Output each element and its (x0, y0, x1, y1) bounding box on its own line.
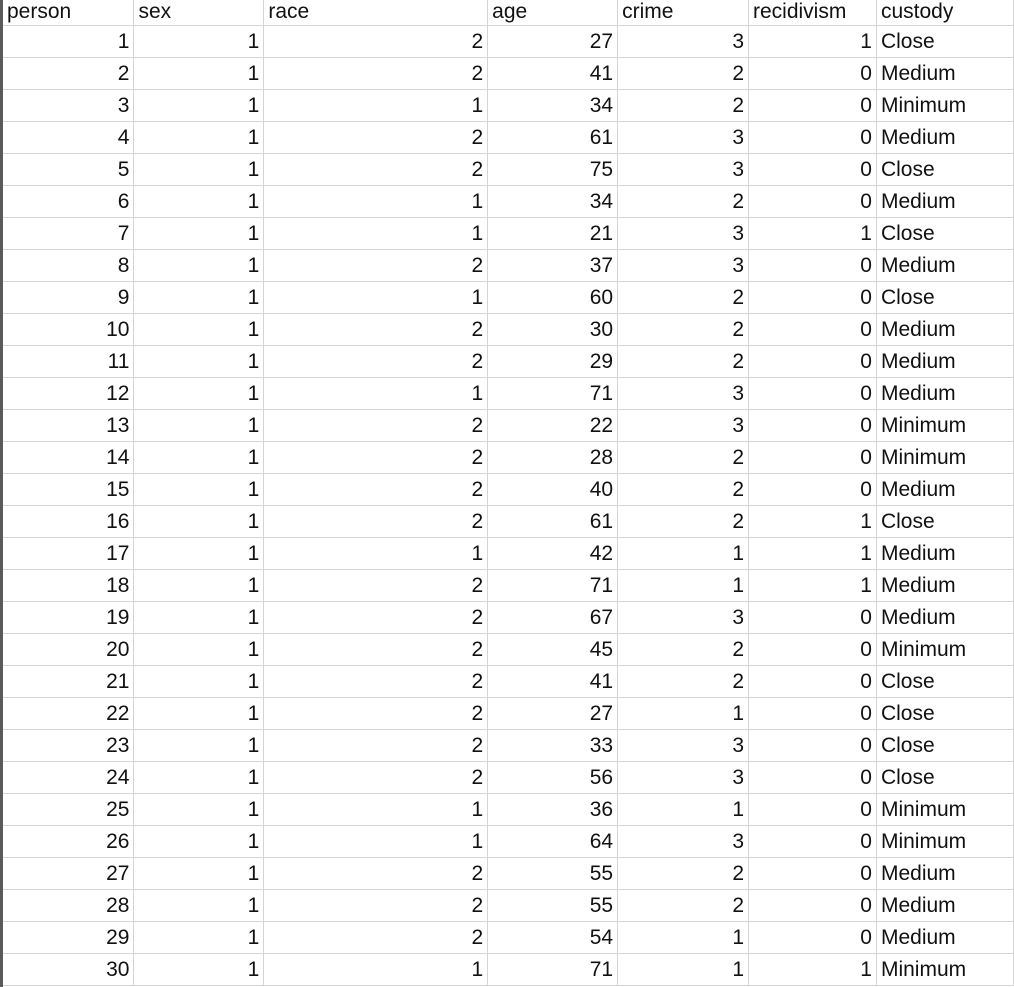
cell-recidivism[interactable]: 0 (749, 889, 877, 921)
table-row (3, 857, 1014, 889)
cell-person[interactable]: 29 (3, 921, 134, 953)
cell-sex[interactable]: 1 (134, 505, 264, 537)
cell-age[interactable]: 55 (488, 857, 618, 889)
cell-sex[interactable]: 1 (134, 217, 264, 249)
cell-sex[interactable]: 1 (134, 153, 264, 185)
cell-crime[interactable]: 3 (618, 601, 749, 633)
table-row (3, 761, 1014, 793)
cell-age[interactable]: 34 (488, 185, 618, 217)
cell-age[interactable]: 71 (488, 953, 618, 985)
table-row (3, 89, 1014, 121)
cell-race[interactable]: 2 (264, 249, 488, 281)
data-table (3, 0, 1014, 986)
cell-custody[interactable]: Medium (876, 889, 1013, 921)
table-row (3, 729, 1014, 761)
header-cell-race[interactable]: race (264, 0, 488, 25)
cell-race[interactable]: 2 (264, 473, 488, 505)
cell-custody[interactable]: Medium (876, 569, 1013, 601)
table-row (3, 57, 1014, 89)
cell-age[interactable]: 67 (488, 601, 618, 633)
cell-person[interactable]: 20 (3, 633, 134, 665)
header-row (3, 0, 1014, 25)
cell-crime[interactable]: 2 (618, 345, 749, 377)
cell-crime[interactable]: 2 (618, 441, 749, 473)
cell-race[interactable]: 2 (264, 633, 488, 665)
cell-recidivism[interactable]: 0 (749, 345, 877, 377)
cell-sex[interactable]: 1 (134, 57, 264, 89)
cell-custody[interactable]: Minimum (876, 793, 1013, 825)
cell-custody[interactable]: Close (876, 153, 1013, 185)
cell-sex[interactable]: 1 (134, 697, 264, 729)
cell-recidivism[interactable]: 1 (749, 537, 877, 569)
cell-race[interactable]: 2 (264, 57, 488, 89)
cell-custody[interactable]: Medium (876, 249, 1013, 281)
cell-sex[interactable]: 1 (134, 121, 264, 153)
cell-crime[interactable]: 1 (618, 697, 749, 729)
cell-custody[interactable]: Medium (876, 57, 1013, 89)
cell-recidivism[interactable]: 1 (749, 25, 877, 57)
cell-crime[interactable]: 2 (618, 57, 749, 89)
cell-age[interactable]: 22 (488, 409, 618, 441)
cell-race[interactable]: 1 (264, 537, 488, 569)
cell-age[interactable]: 21 (488, 217, 618, 249)
cell-crime[interactable]: 2 (618, 185, 749, 217)
cell-crime[interactable]: 3 (618, 761, 749, 793)
header-cell-recidivism[interactable]: recidivism (749, 0, 877, 25)
cell-person[interactable]: 9 (3, 281, 134, 313)
table-row (3, 249, 1014, 281)
cell-crime[interactable]: 3 (618, 729, 749, 761)
cell-race[interactable]: 2 (264, 857, 488, 889)
cell-recidivism[interactable]: 0 (749, 601, 877, 633)
cell-age[interactable]: 56 (488, 761, 618, 793)
cell-sex[interactable]: 1 (134, 921, 264, 953)
cell-person[interactable]: 14 (3, 441, 134, 473)
cell-person[interactable]: 25 (3, 793, 134, 825)
cell-race[interactable]: 1 (264, 793, 488, 825)
cell-sex[interactable]: 1 (134, 25, 264, 57)
cell-person[interactable]: 24 (3, 761, 134, 793)
cell-person[interactable]: 27 (3, 857, 134, 889)
cell-recidivism[interactable]: 0 (749, 409, 877, 441)
cell-age[interactable]: 27 (488, 697, 618, 729)
cell-age[interactable]: 41 (488, 57, 618, 89)
cell-crime[interactable]: 1 (618, 793, 749, 825)
cell-crime[interactable]: 2 (618, 665, 749, 697)
cell-race[interactable]: 1 (264, 281, 488, 313)
cell-race[interactable]: 2 (264, 729, 488, 761)
table-row (3, 281, 1014, 313)
cell-sex[interactable]: 1 (134, 377, 264, 409)
cell-person[interactable]: 5 (3, 153, 134, 185)
cell-age[interactable]: 45 (488, 633, 618, 665)
table-row (3, 697, 1014, 729)
cell-race[interactable]: 2 (264, 121, 488, 153)
table-row (3, 121, 1014, 153)
table-row (3, 665, 1014, 697)
cell-recidivism[interactable]: 0 (749, 153, 877, 185)
cell-crime[interactable]: 3 (618, 377, 749, 409)
cell-recidivism[interactable]: 0 (749, 89, 877, 121)
cell-race[interactable]: 1 (264, 377, 488, 409)
cell-crime[interactable]: 3 (618, 25, 749, 57)
cell-race[interactable]: 2 (264, 505, 488, 537)
table-row (3, 345, 1014, 377)
table-row (3, 473, 1014, 505)
cell-custody[interactable]: Close (876, 761, 1013, 793)
cell-recidivism[interactable]: 0 (749, 697, 877, 729)
cell-person[interactable]: 12 (3, 377, 134, 409)
cell-custody[interactable]: Close (876, 665, 1013, 697)
cell-race[interactable]: 2 (264, 697, 488, 729)
cell-custody[interactable]: Medium (876, 377, 1013, 409)
cell-custody[interactable]: Medium (876, 921, 1013, 953)
table-row (3, 793, 1014, 825)
cell-age[interactable]: 71 (488, 377, 618, 409)
cell-age[interactable]: 34 (488, 89, 618, 121)
cell-person[interactable]: 18 (3, 569, 134, 601)
cell-sex[interactable]: 1 (134, 633, 264, 665)
cell-custody[interactable]: Close (876, 505, 1013, 537)
cell-race[interactable]: 2 (264, 601, 488, 633)
cell-age[interactable]: 33 (488, 729, 618, 761)
table-row (3, 953, 1014, 985)
table-row (3, 409, 1014, 441)
cell-sex[interactable]: 1 (134, 281, 264, 313)
cell-crime[interactable]: 3 (618, 409, 749, 441)
cell-person[interactable]: 23 (3, 729, 134, 761)
header-cell-person[interactable]: person (3, 0, 134, 25)
cell-age[interactable]: 36 (488, 793, 618, 825)
cell-crime[interactable]: 3 (618, 153, 749, 185)
cell-custody[interactable]: Medium (876, 121, 1013, 153)
cell-age[interactable]: 27 (488, 25, 618, 57)
cell-custody[interactable]: Medium (876, 313, 1013, 345)
cell-custody[interactable]: Close (876, 729, 1013, 761)
cell-sex[interactable]: 1 (134, 953, 264, 985)
table-row (3, 185, 1014, 217)
cell-person[interactable]: 15 (3, 473, 134, 505)
cell-crime[interactable]: 1 (618, 569, 749, 601)
cell-race[interactable]: 2 (264, 665, 488, 697)
cell-recidivism[interactable]: 0 (749, 921, 877, 953)
cell-recidivism[interactable]: 0 (749, 281, 877, 313)
cell-custody[interactable]: Minimum (876, 89, 1013, 121)
table-row (3, 601, 1014, 633)
cell-custody[interactable]: Minimum (876, 633, 1013, 665)
cell-sex[interactable]: 1 (134, 761, 264, 793)
cell-recidivism[interactable]: 0 (749, 249, 877, 281)
header-cell-age[interactable]: age (488, 0, 618, 25)
cell-recidivism[interactable]: 0 (749, 857, 877, 889)
cell-sex[interactable]: 1 (134, 441, 264, 473)
cell-person[interactable]: 10 (3, 313, 134, 345)
cell-sex[interactable]: 1 (134, 185, 264, 217)
cell-person[interactable]: 26 (3, 825, 134, 857)
table-row (3, 889, 1014, 921)
cell-person[interactable]: 28 (3, 889, 134, 921)
cell-race[interactable]: 2 (264, 889, 488, 921)
cell-custody[interactable]: Close (876, 281, 1013, 313)
cell-crime[interactable]: 2 (618, 473, 749, 505)
cell-age[interactable]: 30 (488, 313, 618, 345)
table-row (3, 25, 1014, 57)
cell-custody[interactable]: Medium (876, 537, 1013, 569)
cell-race[interactable]: 2 (264, 441, 488, 473)
cell-recidivism[interactable]: 0 (749, 377, 877, 409)
cell-crime[interactable]: 2 (618, 313, 749, 345)
cell-sex[interactable]: 1 (134, 825, 264, 857)
cell-crime[interactable]: 2 (618, 89, 749, 121)
table-row (3, 377, 1014, 409)
table-row (3, 313, 1014, 345)
cell-age[interactable]: 37 (488, 249, 618, 281)
cell-race[interactable]: 2 (264, 25, 488, 57)
cell-recidivism[interactable]: 0 (749, 793, 877, 825)
cell-recidivism[interactable]: 0 (749, 441, 877, 473)
cell-recidivism[interactable]: 1 (749, 217, 877, 249)
cell-race[interactable]: 1 (264, 217, 488, 249)
cell-custody[interactable]: Close (876, 217, 1013, 249)
cell-crime[interactable]: 3 (618, 121, 749, 153)
cell-age[interactable]: 61 (488, 121, 618, 153)
cell-sex[interactable]: 1 (134, 857, 264, 889)
cell-sex[interactable]: 1 (134, 473, 264, 505)
cell-race[interactable]: 2 (264, 313, 488, 345)
cell-person[interactable]: 1 (3, 25, 134, 57)
cell-crime[interactable]: 3 (618, 825, 749, 857)
cell-person[interactable]: 19 (3, 601, 134, 633)
cell-sex[interactable]: 1 (134, 345, 264, 377)
cell-sex[interactable]: 1 (134, 89, 264, 121)
table-row (3, 441, 1014, 473)
cell-custody[interactable]: Medium (876, 857, 1013, 889)
cell-person[interactable]: 11 (3, 345, 134, 377)
cell-sex[interactable]: 1 (134, 665, 264, 697)
cell-sex[interactable]: 1 (134, 569, 264, 601)
cell-person[interactable]: 2 (3, 57, 134, 89)
table-row (3, 537, 1014, 569)
cell-age[interactable]: 55 (488, 889, 618, 921)
table-row (3, 217, 1014, 249)
cell-age[interactable]: 54 (488, 921, 618, 953)
cell-race[interactable]: 2 (264, 409, 488, 441)
cell-age[interactable]: 28 (488, 441, 618, 473)
cell-custody[interactable]: Medium (876, 473, 1013, 505)
cell-person[interactable]: 4 (3, 121, 134, 153)
cell-person[interactable]: 22 (3, 697, 134, 729)
cell-recidivism[interactable]: 0 (749, 665, 877, 697)
cell-sex[interactable]: 1 (134, 249, 264, 281)
cell-sex[interactable]: 1 (134, 313, 264, 345)
cell-custody[interactable]: Medium (876, 185, 1013, 217)
cell-custody[interactable]: Minimum (876, 953, 1013, 985)
cell-sex[interactable]: 1 (134, 537, 264, 569)
cell-age[interactable]: 61 (488, 505, 618, 537)
cell-age[interactable]: 75 (488, 153, 618, 185)
header-cell-crime[interactable]: crime (618, 0, 749, 25)
cell-custody[interactable]: Minimum (876, 825, 1013, 857)
cell-person[interactable]: 30 (3, 953, 134, 985)
cell-sex[interactable]: 1 (134, 889, 264, 921)
cell-crime[interactable]: 1 (618, 953, 749, 985)
cell-person[interactable]: 6 (3, 185, 134, 217)
cell-crime[interactable]: 3 (618, 217, 749, 249)
cell-custody[interactable]: Close (876, 697, 1013, 729)
cell-crime[interactable]: 2 (618, 857, 749, 889)
cell-crime[interactable]: 1 (618, 921, 749, 953)
cell-crime[interactable]: 2 (618, 633, 749, 665)
cell-person[interactable]: 7 (3, 217, 134, 249)
cell-recidivism[interactable]: 0 (749, 825, 877, 857)
cell-age[interactable]: 42 (488, 537, 618, 569)
cell-race[interactable]: 2 (264, 761, 488, 793)
cell-age[interactable]: 64 (488, 825, 618, 857)
cell-race[interactable]: 2 (264, 921, 488, 953)
cell-race[interactable]: 2 (264, 153, 488, 185)
cell-crime[interactable]: 2 (618, 889, 749, 921)
cell-age[interactable]: 60 (488, 281, 618, 313)
cell-sex[interactable]: 1 (134, 793, 264, 825)
cell-person[interactable]: 8 (3, 249, 134, 281)
table-row (3, 921, 1014, 953)
cell-crime[interactable]: 3 (618, 249, 749, 281)
cell-age[interactable]: 29 (488, 345, 618, 377)
cell-crime[interactable]: 2 (618, 505, 749, 537)
cell-race[interactable]: 1 (264, 953, 488, 985)
cell-person[interactable]: 3 (3, 89, 134, 121)
cell-person[interactable]: 16 (3, 505, 134, 537)
cell-race[interactable]: 1 (264, 185, 488, 217)
header-cell-custody[interactable]: custody (876, 0, 1013, 25)
cell-person[interactable]: 21 (3, 665, 134, 697)
cell-crime[interactable]: 1 (618, 537, 749, 569)
cell-custody[interactable]: Medium (876, 601, 1013, 633)
table-row (3, 825, 1014, 857)
cell-race[interactable]: 2 (264, 345, 488, 377)
table-row (3, 633, 1014, 665)
cell-race[interactable]: 1 (264, 825, 488, 857)
cell-sex[interactable]: 1 (134, 601, 264, 633)
cell-sex[interactable]: 1 (134, 409, 264, 441)
cell-age[interactable]: 41 (488, 665, 618, 697)
cell-recidivism[interactable]: 1 (749, 569, 877, 601)
cell-person[interactable]: 17 (3, 537, 134, 569)
cell-custody[interactable]: Minimum (876, 441, 1013, 473)
header-cell-sex[interactable]: sex (134, 0, 264, 25)
cell-sex[interactable]: 1 (134, 729, 264, 761)
cell-age[interactable]: 40 (488, 473, 618, 505)
table-row (3, 153, 1014, 185)
cell-custody[interactable]: Medium (876, 345, 1013, 377)
cell-recidivism[interactable]: 0 (749, 633, 877, 665)
cell-recidivism[interactable]: 0 (749, 473, 877, 505)
cell-age[interactable]: 71 (488, 569, 618, 601)
cell-custody[interactable]: Close (876, 25, 1013, 57)
cell-race[interactable]: 2 (264, 569, 488, 601)
cell-recidivism[interactable]: 0 (749, 729, 877, 761)
cell-recidivism[interactable]: 1 (749, 953, 877, 985)
cell-person[interactable]: 13 (3, 409, 134, 441)
cell-recidivism[interactable]: 0 (749, 185, 877, 217)
cell-recidivism[interactable]: 0 (749, 57, 877, 89)
cell-recidivism[interactable]: 1 (749, 505, 877, 537)
cell-recidivism[interactable]: 0 (749, 121, 877, 153)
cell-recidivism[interactable]: 0 (749, 313, 877, 345)
cell-recidivism[interactable]: 0 (749, 761, 877, 793)
table-row (3, 569, 1014, 601)
cell-crime[interactable]: 2 (618, 281, 749, 313)
table-row (3, 505, 1014, 537)
cell-custody[interactable]: Minimum (876, 409, 1013, 441)
cell-race[interactable]: 1 (264, 89, 488, 121)
